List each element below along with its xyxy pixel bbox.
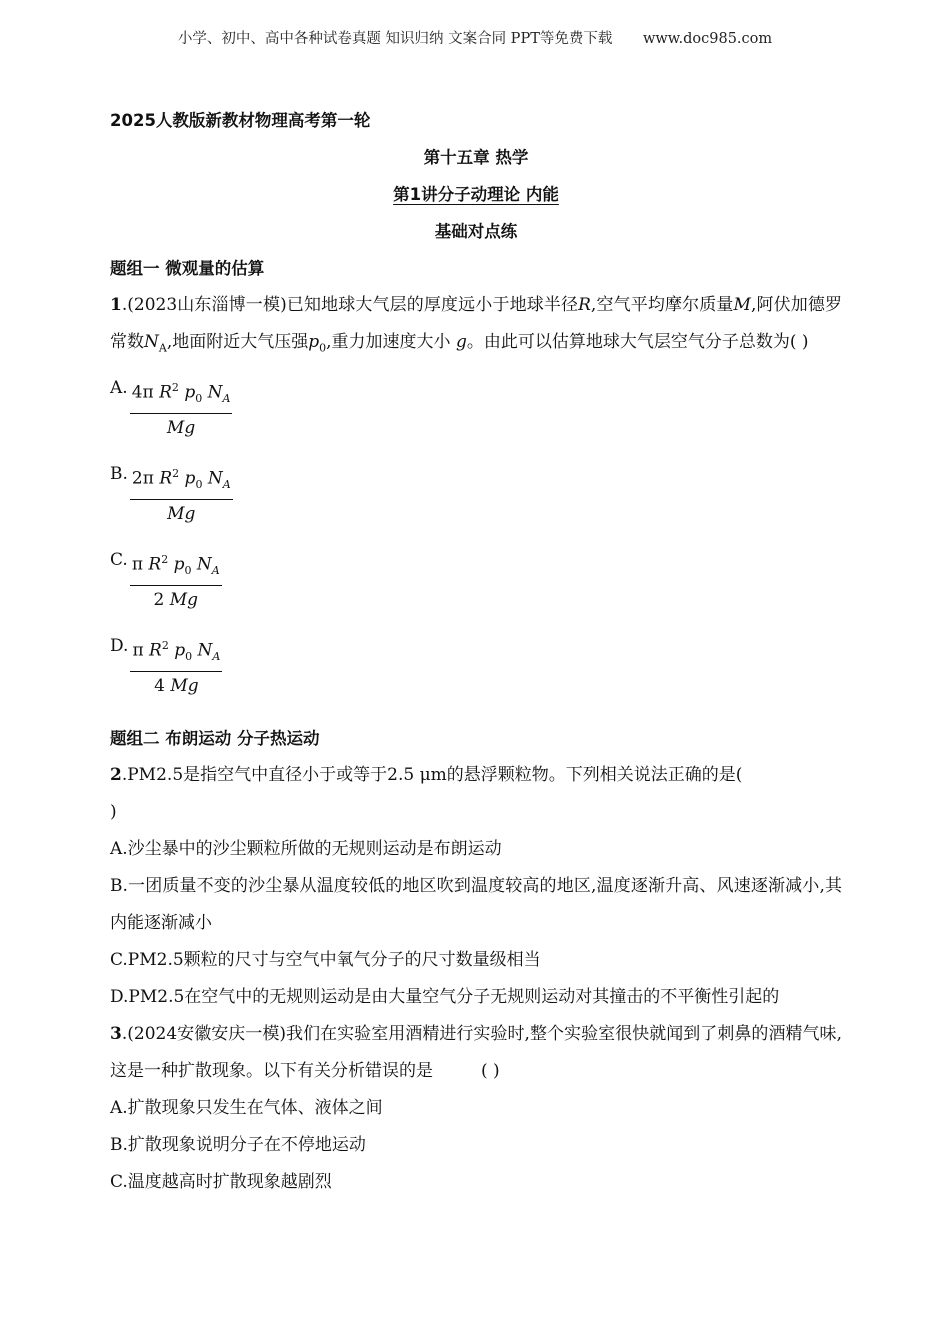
q1-b-pi: π (142, 469, 154, 490)
q1-var-g: g (455, 332, 467, 352)
question-3-source: .(2024安徽安庆一模) (121, 1024, 287, 1045)
q1-d-r-sup: 2 (161, 639, 169, 653)
q1-d-n: N (197, 641, 213, 662)
q1-d-r: R (149, 641, 162, 662)
q1-option-a-label: A. (110, 378, 128, 399)
group-2-title: 题组二 布朗运动 分子热运动 (110, 729, 320, 749)
question-3 (110, 1016, 842, 1090)
q1-var-m: M (733, 295, 751, 315)
q1-a-coef: 4 (131, 383, 143, 404)
q1-a-p: p (184, 383, 196, 404)
q1-option-c[interactable] (110, 548, 842, 634)
chapter-title: 第十五章 热学 (423, 148, 529, 167)
q2-option-a[interactable]: A.沙尘暴中的沙尘颗粒所做的无规则运动是布朗运动 (110, 839, 502, 860)
q1-c-p-sub: 0 (184, 564, 192, 578)
q1-a-den: Mg (166, 418, 196, 439)
q1-b-p: p (184, 469, 196, 490)
q1-a-r-sup: 2 (171, 381, 179, 395)
question-3-text: 我们在实验室用酒精进行实验时,整个实验室很快就闻到了刺鼻的酒精气味,这是一种扩散现象。以下有关分析错误的是 (110, 1024, 842, 1082)
q1-c-r-sup: 2 (161, 553, 169, 567)
q2-option-d[interactable]: D.PM2.5在空气中的无规则运动是由大量空气分子无规则运动对其撞击的不平衡性引起的 (110, 987, 780, 1008)
q1-a-n-sub: A (222, 392, 231, 406)
q1-a-n: N (207, 383, 223, 404)
q1-text-c: ,阿伏加德罗常数 (110, 295, 843, 352)
section-title: 基础对点练 (434, 222, 518, 241)
group-1-title: 题组一 微观量的估算 (110, 259, 265, 278)
header-site-link[interactable]: www.doc985.com (642, 31, 773, 47)
q2-option-b[interactable]: B.一团质量不变的沙尘暴从温度较低的地区吹到温度较高的地区,温度逐渐升高、风速逐渐减小,其内能逐渐减小 (110, 876, 842, 934)
q1-b-coef: 2 (131, 469, 143, 490)
question-1-number: 1 (110, 295, 122, 315)
q1-text-a: 已知地球大气层的厚度远小于地球半径 (286, 295, 579, 315)
q3-option-b[interactable]: B.扩散现象说明分子在不停地运动 (110, 1135, 366, 1156)
q1-option-b-label: B. (110, 464, 128, 485)
question-2 (110, 757, 842, 831)
q1-b-r-sup: 2 (172, 467, 180, 481)
q1-a-p-sub: 0 (195, 392, 203, 406)
question-3-bracket: ( ) (481, 1061, 500, 1082)
q1-b-n-sub: A (222, 478, 231, 492)
question-2-number: 2 (110, 765, 122, 786)
q1-d-den: Mg (170, 676, 199, 697)
q1-d-p-sub: 0 (185, 650, 193, 664)
lecture-title-wrap (110, 176, 842, 213)
document-body (110, 100, 842, 1201)
q1-text-d: ,地面附近大气压强 (166, 332, 309, 352)
question-3-number: 3 (110, 1024, 122, 1045)
q1-option-b-fraction (130, 462, 233, 526)
q1-c-pi: π (131, 555, 143, 576)
q1-b-n: N (207, 469, 223, 490)
q1-var-na-sub: A (158, 341, 167, 355)
q1-d-p: p (174, 641, 186, 662)
q1-c-n-sub: A (211, 564, 220, 578)
question-2-text: .PM2.5是指空气中直径小于或等于2.5 μm的悬浮颗粒物。下列相关说法正确的是( (121, 765, 743, 786)
q1-b-r: R (159, 469, 173, 490)
q1-text-b: ,空气平均摩尔质量 (590, 295, 734, 315)
q1-d-den-coef: 4 (154, 676, 165, 697)
page-header (0, 27, 950, 48)
header-text: 小学、初中、高中各种试卷真题 知识归纳 文案合同 PPT等免费下载 (177, 31, 613, 47)
q1-c-den: Mg (169, 590, 199, 611)
q1-a-pi: π (142, 383, 154, 404)
q1-b-den: Mg (167, 504, 196, 525)
question-2-close: ) (110, 802, 117, 823)
q1-option-d[interactable] (110, 634, 842, 720)
q3-option-c[interactable]: C.温度越高时扩散现象越剧烈 (110, 1172, 332, 1193)
q1-option-a[interactable] (110, 376, 842, 462)
q1-c-r: R (148, 555, 162, 576)
q1-c-n: N (196, 555, 212, 576)
book-title: 2025人教版新教材物理高考第一轮 (110, 111, 371, 130)
q2-option-c[interactable]: C.PM2.5颗粒的尺寸与空气中氧气分子的尺寸数量级相当 (110, 950, 541, 971)
q1-c-den-coef: 2 (153, 590, 165, 611)
q1-var-na: N (144, 332, 159, 352)
q1-option-d-fraction (130, 634, 222, 698)
question-1-source: .(2023山东淄博一模) (121, 295, 287, 315)
q1-b-p-sub: 0 (195, 478, 203, 492)
q1-option-c-fraction (130, 548, 222, 612)
q1-a-r: R (159, 383, 172, 404)
q3-option-a[interactable]: A.扩散现象只发生在气体、液体之间 (110, 1098, 383, 1119)
q1-d-n-sub: A (212, 650, 221, 664)
q1-option-a-fraction (130, 376, 233, 440)
q1-c-p: p (173, 555, 185, 576)
q1-text-e: ,重力加速度大小 (326, 332, 451, 352)
q1-var-p0: p (308, 332, 320, 352)
q1-d-pi: π (132, 641, 144, 662)
question-1 (110, 287, 842, 366)
lecture-title: 第1讲分子动理论 内能 (393, 185, 559, 204)
q1-text-f: 。由此可以估算地球大气层空气分子总数为( ) (466, 332, 809, 352)
q1-option-c-label: C. (110, 550, 128, 571)
q1-option-d-label: D. (110, 636, 129, 657)
q1-option-b[interactable] (110, 462, 842, 548)
q1-var-p0-sub: 0 (319, 341, 327, 355)
q1-var-r: R (578, 295, 591, 315)
